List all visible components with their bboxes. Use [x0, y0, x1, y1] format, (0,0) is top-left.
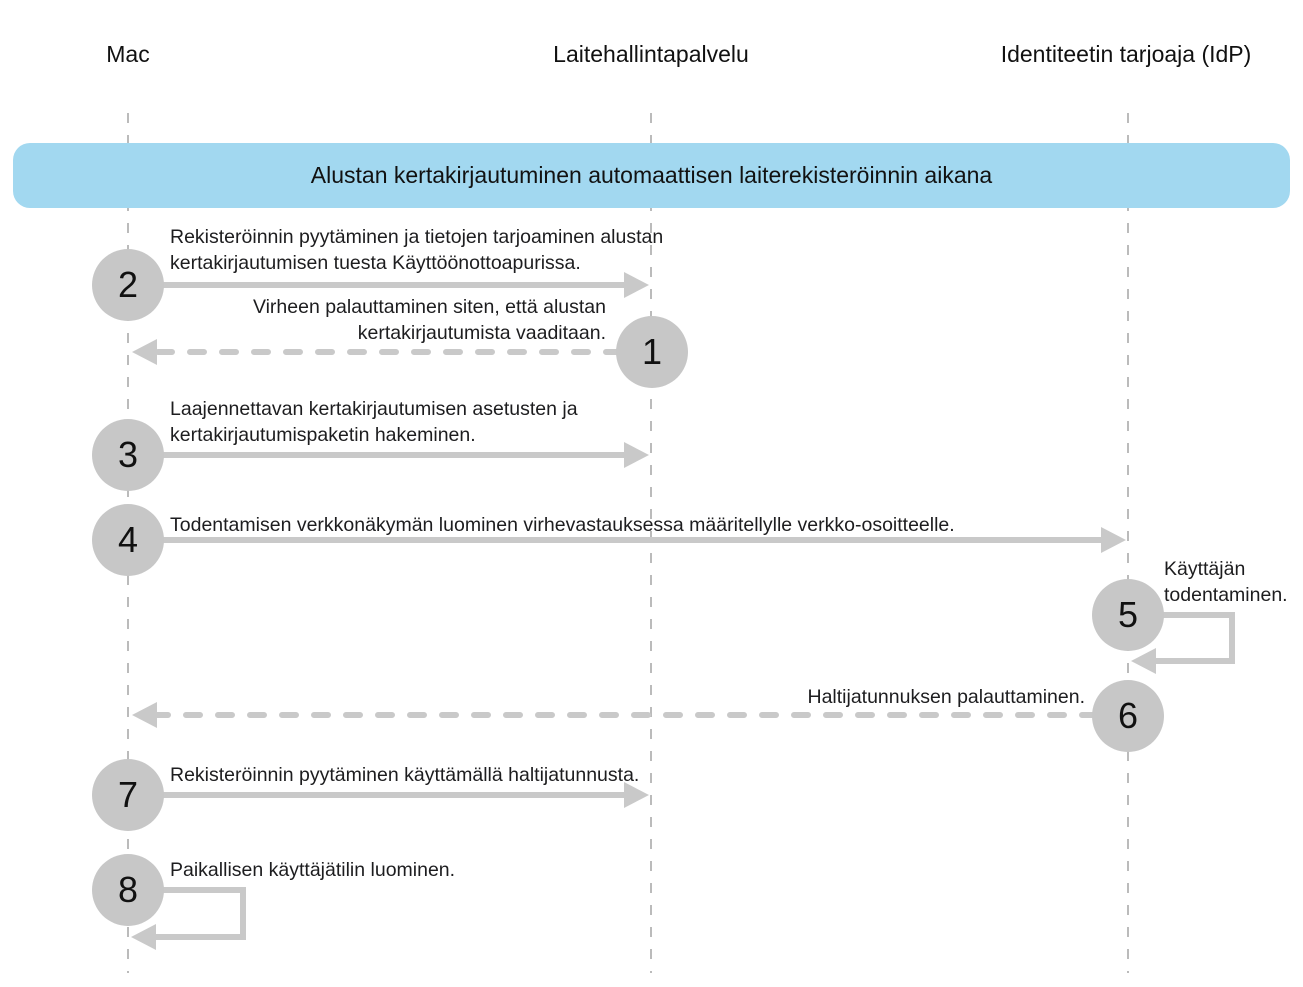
step-4-arrowhead	[1101, 527, 1126, 553]
step-4-circle	[92, 504, 164, 576]
actor-label-device-management: Laitehallintapalvelu	[553, 41, 749, 67]
step-1-label: Virheen palauttaminen siten, että alustan kertakirjautumista vaaditaan.	[252, 296, 606, 344]
step-1-circle	[616, 316, 688, 388]
step-7-number: 7	[117, 774, 139, 815]
step-4-label: Todentamisen verkkonäkymän luominen virhevastauksessa määritellylle verkko-osoitteelle.	[170, 514, 955, 536]
step-8-number: 8	[117, 869, 139, 910]
step-8-label: Paikallisen käyttäjätilin luominen.	[170, 859, 456, 881]
step-7-label: Rekisteröinnin pyytäminen käyttämällä haltijatunnusta.	[170, 764, 640, 786]
phase-banner-title: Alustan kertakirjautuminen automaattisen laiterekisteröinnin aikana	[310, 162, 993, 188]
step-5-circle	[1092, 579, 1164, 651]
step-1-number: 1	[641, 331, 663, 372]
actor-label-mac: Mac	[106, 41, 150, 67]
step-4-number: 4	[117, 519, 139, 560]
step-1-arrowhead	[132, 339, 157, 365]
step-2-circle	[92, 249, 164, 321]
step-3-label: Laajennettavan kertakirjautumisen asetusten ja kertakirjautumispaketin hakeminen.	[170, 398, 578, 446]
step-3-circle	[92, 419, 164, 491]
step-5-number: 5	[1117, 594, 1139, 635]
step-6-circle	[1092, 680, 1164, 752]
step-3-number: 3	[117, 434, 139, 475]
actor-label-idp: Identiteetin tarjoaja (IdP)	[1000, 41, 1252, 67]
step-5-label: Käyttäjän todentaminen.	[1164, 558, 1288, 606]
phase-banner	[13, 143, 1290, 208]
step-6-arrowhead	[132, 702, 157, 728]
step-6-label: Haltijatunnuksen palauttaminen.	[807, 686, 1085, 708]
step-7-circle	[92, 759, 164, 831]
step-8-arrowhead	[131, 924, 156, 950]
step-6-number: 6	[1117, 695, 1139, 736]
step-8-circle	[92, 854, 164, 926]
step-5-arrowhead	[1131, 648, 1156, 674]
step-2-label: Rekisteröinnin pyytäminen ja tietojen tarjoaminen alustan kertakirjautumisen tuesta Käyttöönottoapurissa.	[170, 226, 664, 274]
step-2-number: 2	[117, 264, 139, 305]
